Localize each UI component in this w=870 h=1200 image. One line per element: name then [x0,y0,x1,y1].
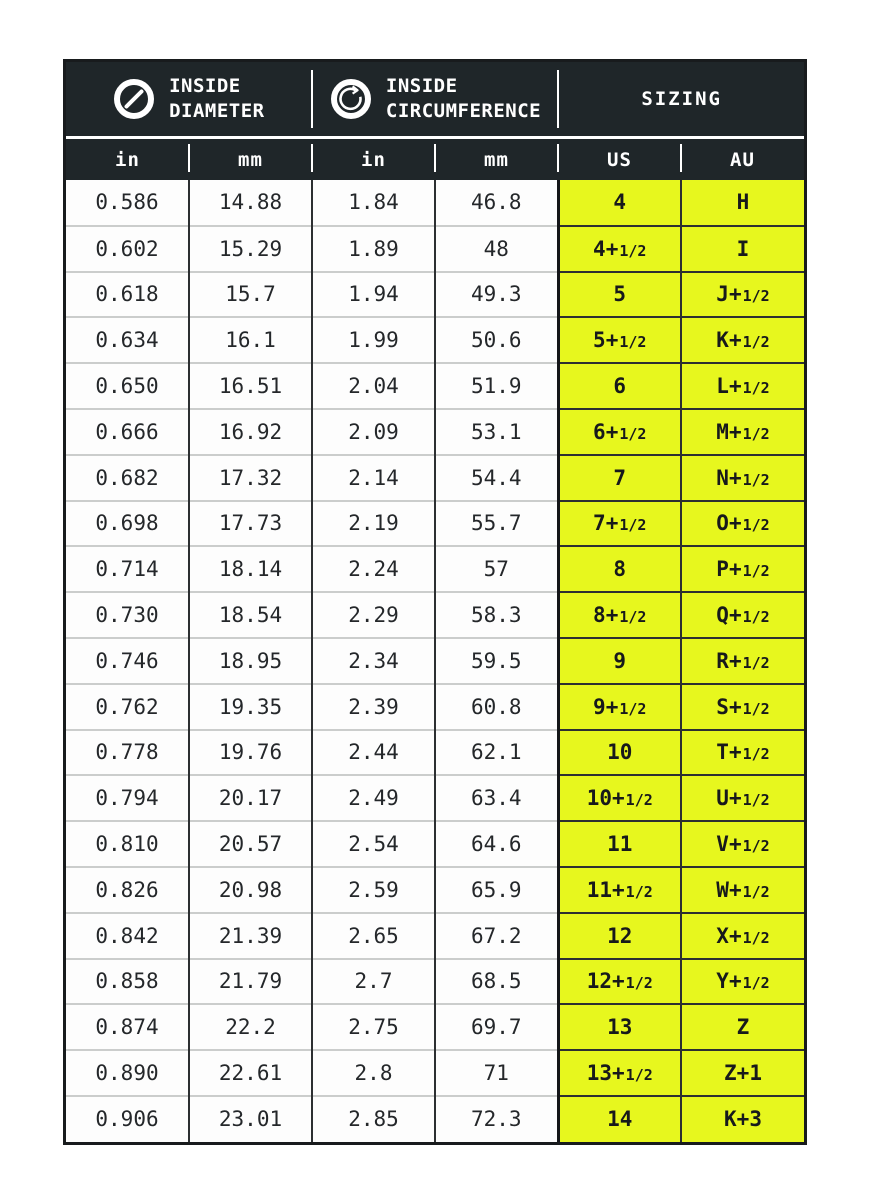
table-row [66,1050,804,1096]
header-inside-circumference [313,62,558,136]
au-size-cell-value: R+ [716,648,742,673]
circumference-in-cell: 1.84 [312,180,435,226]
header-inside-circumference-label: INSIDE CIRCUMFERENCE [385,75,542,122]
circumference-in-cell: 2.09 [312,409,435,455]
diameter-in-cell: 0.714 [66,546,189,592]
circumference-in-cell: 2.75 [312,1004,435,1050]
diameter-mm-cell: 15.7 [189,272,312,318]
unit-header-us: US [558,139,681,180]
diameter-mm-cell: 18.95 [189,638,312,684]
diameter-in-cell: 0.810 [66,821,189,867]
diameter-in-cell: 0.778 [66,730,189,776]
diameter-in-cell: 0.826 [66,867,189,913]
au-size-cell [681,1004,804,1050]
diameter-in-cell: 0.730 [66,592,189,638]
us-size-cell-fraction: 1/2 [619,424,647,443]
unit-header-circumference-mm: mm [435,139,558,180]
circumference-mm-cell: 65.9 [435,867,558,913]
circumference-mm-cell: 57 [435,546,558,592]
diameter-in-cell: 0.890 [66,1050,189,1096]
us-size-cell-value: 10+ [586,786,625,811]
au-size-cell-value: X+ [716,923,742,948]
us-size-cell-value: 4+ [593,236,619,261]
us-size-cell [558,455,681,501]
diameter-in-cell: 0.602 [66,226,189,272]
ring-size-chart [63,59,807,1145]
au-size-cell-value: Q+ [716,603,742,628]
us-size-cell-value: 7 [613,465,627,490]
circumference-in-cell: 2.04 [312,363,435,409]
diameter-mm-cell: 15.29 [189,226,312,272]
circumference-in-cell: 1.89 [312,226,435,272]
diameter-mm-cell: 18.54 [189,592,312,638]
table-header [66,62,804,136]
au-size-cell [681,684,804,730]
diameter-mm-cell: 16.1 [189,317,312,363]
circumference-in-cell: 2.65 [312,913,435,959]
diameter-mm-cell: 19.76 [189,730,312,776]
diameter-mm-cell: 20.57 [189,821,312,867]
diameter-in-cell: 0.682 [66,455,189,501]
au-size-cell [681,959,804,1005]
au-size-cell-value: M+ [716,419,742,444]
circumference-in-cell: 2.24 [312,546,435,592]
unit-header-diameter-in: in [115,148,140,171]
table-row [66,546,804,592]
circumference-mm-cell: 67.2 [435,913,558,959]
diameter-mm-cell: 21.79 [189,959,312,1005]
au-size-cell [681,180,804,226]
diameter-in-cell: 0.650 [66,363,189,409]
us-size-cell-fraction: 1/2 [625,791,653,810]
au-size-cell [681,913,804,959]
diameter-mm-cell: 17.73 [189,501,312,547]
circumference-in-cell: 2.8 [312,1050,435,1096]
us-size-cell [558,1096,681,1142]
au-size-cell [681,409,804,455]
us-size-cell-value: 11 [607,832,633,857]
au-size-cell [681,501,804,547]
au-size-cell-value: T+ [716,740,742,765]
circumference-in-cell: 2.14 [312,455,435,501]
diameter-mm-cell: 22.61 [189,1050,312,1096]
us-size-cell [558,821,681,867]
size-table [66,180,804,1142]
au-size-cell-value: K+3 [724,1107,762,1132]
circumference-mm-cell: 49.3 [435,272,558,318]
us-size-cell-value: 14 [607,1107,633,1132]
table-row [66,1004,804,1050]
au-size-cell-value: I [736,236,750,261]
au-size-cell [681,821,804,867]
us-size-cell-value: 9+ [593,694,619,719]
circumference-in-cell: 2.7 [312,959,435,1005]
au-size-cell [681,592,804,638]
circumference-mm-cell: 53.1 [435,409,558,455]
au-size-cell-fraction: 1/2 [742,287,770,306]
au-size-cell-fraction: 1/2 [742,608,770,627]
diameter-in-cell: 0.874 [66,1004,189,1050]
table-row [66,638,804,684]
diameter-mm-cell: 16.92 [189,409,312,455]
circumference-in-cell: 2.85 [312,1096,435,1142]
us-size-cell [558,867,681,913]
us-size-cell [558,775,681,821]
diameter-mm-cell: 18.14 [189,546,312,592]
header-inside-diameter-label: INSIDE DIAMETER [169,75,265,122]
au-size-cell-value: Z+1 [724,1061,762,1086]
us-size-cell-value: 5 [613,282,627,307]
table-row [66,821,804,867]
table-row [66,592,804,638]
au-size-cell [681,226,804,272]
us-size-cell-value: 13+ [586,1061,625,1086]
us-size-cell-value: 5+ [593,328,619,353]
circumference-in-cell: 2.49 [312,775,435,821]
au-size-cell [681,1050,804,1096]
diameter-in-cell: 0.858 [66,959,189,1005]
us-size-cell [558,501,681,547]
diameter-in-cell: 0.698 [66,501,189,547]
us-size-cell [558,684,681,730]
header-sizing-label: SIZING [641,87,722,110]
table-row [66,272,804,318]
au-size-cell [681,546,804,592]
us-size-cell-value: 9 [613,648,627,673]
au-size-cell [681,1096,804,1142]
au-size-cell-fraction: 1/2 [742,470,770,489]
us-size-cell [558,1004,681,1050]
table-row [66,959,804,1005]
circumference-mm-cell: 60.8 [435,684,558,730]
diameter-mm-cell: 14.88 [189,180,312,226]
us-size-cell-value: 11+ [586,877,625,902]
au-size-cell-fraction: 1/2 [742,562,770,581]
us-size-cell-value: 10 [607,740,633,765]
diameter-icon [112,77,156,121]
au-size-cell-value: Y+ [716,969,742,994]
au-size-cell-value: S+ [716,694,742,719]
diameter-in-cell: 0.842 [66,913,189,959]
diameter-mm-cell: 17.32 [189,455,312,501]
au-size-cell-fraction: 1/2 [742,791,770,810]
us-size-cell-fraction: 1/2 [619,516,647,535]
au-size-cell-fraction: 1/2 [742,699,770,718]
circumference-mm-cell: 69.7 [435,1004,558,1050]
us-size-cell [558,180,681,226]
circumference-mm-cell: 63.4 [435,775,558,821]
diameter-in-cell: 0.618 [66,272,189,318]
diameter-in-cell: 0.762 [66,684,189,730]
au-size-cell [681,272,804,318]
us-size-cell-value: 13 [607,1015,633,1040]
us-size-cell [558,272,681,318]
circumference-mm-cell: 58.3 [435,592,558,638]
header-inside-diameter [66,62,311,136]
au-size-cell-value: P+ [716,557,742,582]
circumference-mm-cell: 72.3 [435,1096,558,1142]
us-size-cell-fraction: 1/2 [625,974,653,993]
circumference-in-cell: 1.99 [312,317,435,363]
au-size-cell-fraction: 1/2 [742,882,770,901]
us-size-cell-value: 6 [613,374,627,399]
au-size-cell-fraction: 1/2 [742,928,770,947]
circumference-mm-cell: 62.1 [435,730,558,776]
diameter-in-cell: 0.906 [66,1096,189,1142]
header-sizing [559,62,804,136]
diameter-mm-cell: 23.01 [189,1096,312,1142]
us-size-cell-fraction: 1/2 [625,882,653,901]
diameter-mm-cell: 16.51 [189,363,312,409]
circumference-in-cell: 2.29 [312,592,435,638]
table-row [66,363,804,409]
au-size-cell-fraction: 1/2 [742,745,770,764]
table-row [66,317,804,363]
au-size-cell-fraction: 1/2 [742,653,770,672]
diameter-mm-cell: 20.17 [189,775,312,821]
au-size-cell-fraction: 1/2 [742,424,770,443]
circumference-in-cell: 2.34 [312,638,435,684]
circumference-mm-cell: 64.6 [435,821,558,867]
us-size-cell-fraction: 1/2 [625,1066,653,1085]
au-size-cell-fraction: 1/2 [742,333,770,352]
us-size-cell [558,546,681,592]
us-size-cell-fraction: 1/2 [619,241,647,260]
au-size-cell-value: U+ [716,786,742,811]
circumference-icon [329,77,373,121]
us-size-cell-value: 4 [613,190,627,215]
table-row [66,867,804,913]
diameter-mm-cell: 22.2 [189,1004,312,1050]
circumference-in-cell: 2.59 [312,867,435,913]
us-size-cell-fraction: 1/2 [619,699,647,718]
diameter-in-cell: 0.746 [66,638,189,684]
table-row [66,455,804,501]
au-size-cell [681,455,804,501]
table-row [66,913,804,959]
au-size-cell-fraction: 1/2 [742,516,770,535]
us-size-cell-value: 7+ [593,511,619,536]
diameter-in-cell: 0.794 [66,775,189,821]
circumference-mm-cell: 54.4 [435,455,558,501]
au-size-cell [681,775,804,821]
diameter-in-cell: 0.634 [66,317,189,363]
us-size-cell-fraction: 1/2 [619,608,647,627]
us-size-cell [558,226,681,272]
us-size-cell [558,638,681,684]
us-size-cell-value: 6+ [593,419,619,444]
table-row [66,409,804,455]
circumference-mm-cell: 50.6 [435,317,558,363]
circumference-in-cell: 2.39 [312,684,435,730]
us-size-cell [558,363,681,409]
table-row [66,684,804,730]
us-size-cell [558,913,681,959]
table-row [66,501,804,547]
circumference-in-cell: 1.94 [312,272,435,318]
diameter-mm-cell: 19.35 [189,684,312,730]
table-row [66,180,804,226]
circumference-mm-cell: 71 [435,1050,558,1096]
diameter-in-cell: 0.666 [66,409,189,455]
us-size-cell [558,730,681,776]
au-size-cell-value: O+ [716,511,742,536]
au-size-cell-fraction: 1/2 [742,837,770,856]
au-size-cell [681,867,804,913]
us-size-cell [558,592,681,638]
us-size-cell [558,1050,681,1096]
au-size-cell-fraction: 1/2 [742,379,770,398]
circumference-mm-cell: 68.5 [435,959,558,1005]
us-size-cell-fraction: 1/2 [619,333,647,352]
table-row [66,226,804,272]
au-size-cell-value: H [736,190,750,215]
us-size-cell-value: 8+ [593,603,619,628]
diameter-mm-cell: 21.39 [189,913,312,959]
au-size-cell-value: W+ [716,877,742,902]
unit-header-au: AU [681,139,804,180]
unit-header-circumference-in: in [312,139,435,180]
au-size-cell [681,317,804,363]
circumference-mm-cell: 59.5 [435,638,558,684]
au-size-cell-value: L+ [716,374,742,399]
us-size-cell-value: 12+ [586,969,625,994]
au-size-cell-fraction: 1/2 [742,974,770,993]
us-size-cell [558,317,681,363]
au-size-cell-value: V+ [716,832,742,857]
circumference-mm-cell: 51.9 [435,363,558,409]
circumference-mm-cell: 48 [435,226,558,272]
circumference-in-cell: 2.19 [312,501,435,547]
us-size-cell-value: 12 [607,923,633,948]
diameter-mm-cell: 20.98 [189,867,312,913]
unit-header-row [66,139,804,180]
au-size-cell-value: Z [736,1015,750,1040]
diameter-in-cell: 0.586 [95,190,159,215]
au-size-cell [681,363,804,409]
us-size-cell [558,409,681,455]
circumference-mm-cell: 46.8 [435,180,558,226]
table-row [66,1096,804,1142]
au-size-cell-value: K+ [716,328,742,353]
table-row [66,775,804,821]
au-size-cell-value: J+ [716,282,742,307]
us-size-cell-value: 8 [613,557,627,582]
circumference-in-cell: 2.54 [312,821,435,867]
size-table-body [66,180,804,1142]
table-row [66,730,804,776]
au-size-cell [681,730,804,776]
circumference-mm-cell: 55.7 [435,501,558,547]
au-size-cell-value: N+ [716,465,742,490]
unit-header-diameter-mm: mm [189,139,312,180]
au-size-cell [681,638,804,684]
us-size-cell [558,959,681,1005]
circumference-in-cell: 2.44 [312,730,435,776]
